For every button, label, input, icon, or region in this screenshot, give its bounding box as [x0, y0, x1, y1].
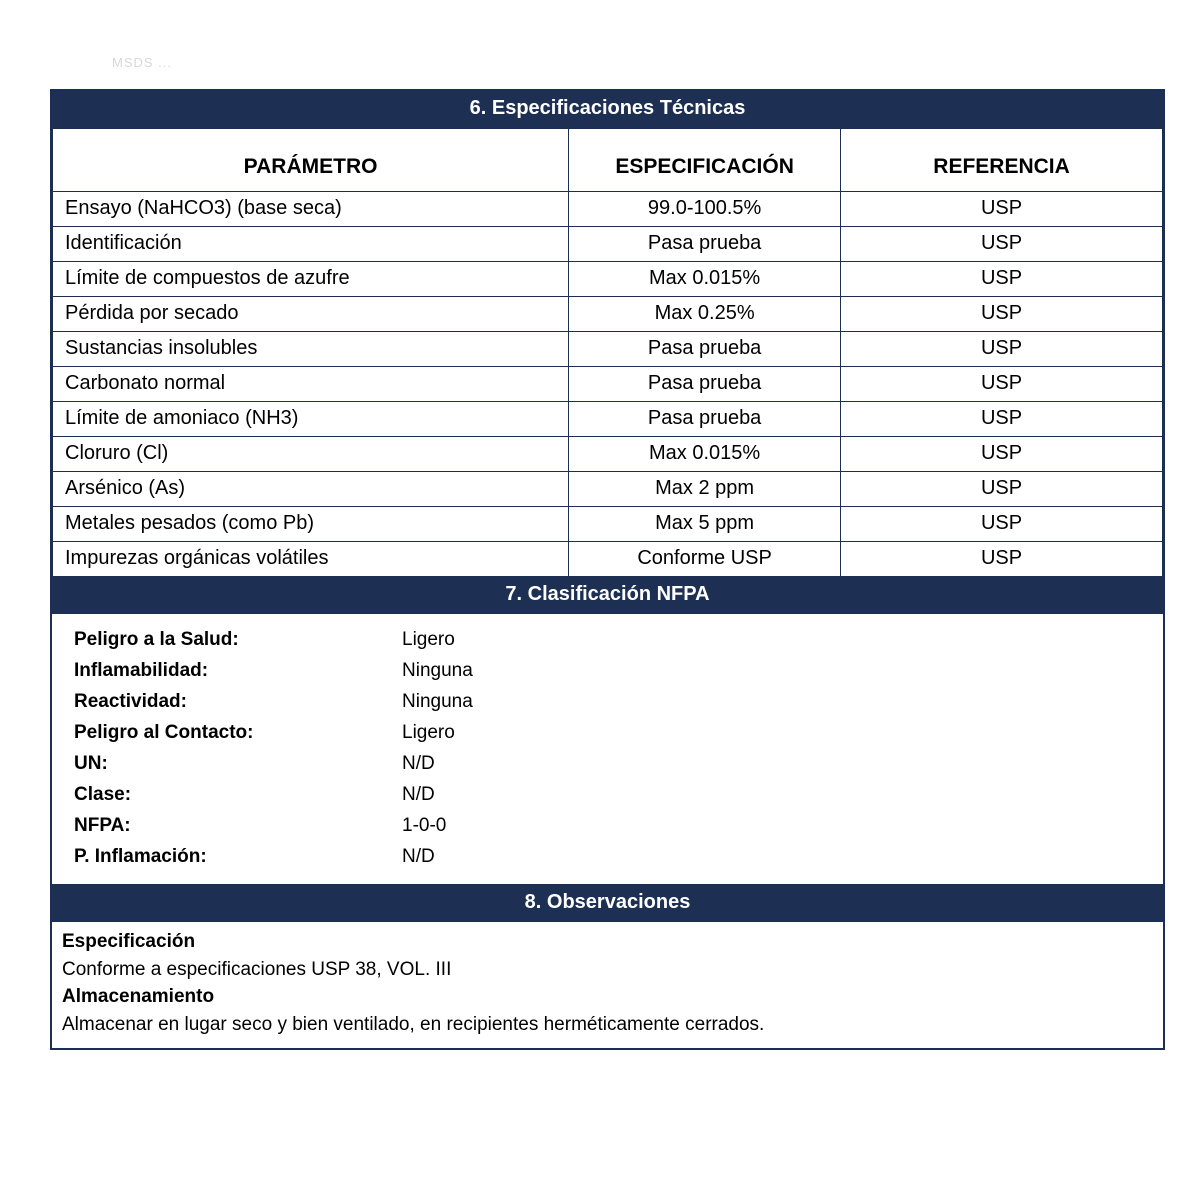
- cell-especificacion: Max 2 ppm: [569, 472, 841, 507]
- cell-especificacion: Max 0.015%: [569, 262, 841, 297]
- section-header-nfpa: 7. Clasificación NFPA: [52, 577, 1163, 614]
- nfpa-row: [52, 655, 1163, 686]
- observation-line: Especificación: [62, 931, 196, 952]
- nfpa-value: N/D: [402, 753, 435, 774]
- faint-watermark-text: MSDS ...: [112, 55, 173, 70]
- nfpa-label: Reactividad:: [74, 691, 187, 712]
- cell-especificacion: 99.0-100.5%: [569, 192, 841, 227]
- column-header-especificacion: ESPECIFICACIÓN: [569, 129, 841, 192]
- cell-referencia: USP: [841, 227, 1163, 262]
- specification-document: [50, 89, 1165, 1050]
- observations-block: [52, 922, 1163, 1048]
- nfpa-row: [52, 624, 1163, 655]
- table-row: [53, 227, 1163, 262]
- cell-especificacion: Max 5 ppm: [569, 507, 841, 542]
- cell-parametro: Cloruro (Cl): [53, 437, 569, 472]
- cell-especificacion: Pasa prueba: [569, 227, 841, 262]
- cell-referencia: USP: [841, 367, 1163, 402]
- nfpa-classification-block: [52, 614, 1163, 884]
- nfpa-row: [52, 748, 1163, 779]
- cell-referencia: USP: [841, 192, 1163, 227]
- section-header-specs: 6. Especificaciones Técnicas: [52, 91, 1163, 128]
- nfpa-value: Ninguna: [402, 660, 473, 681]
- nfpa-value: Ninguna: [402, 691, 473, 712]
- nfpa-label: Peligro a la Salud:: [74, 629, 239, 650]
- nfpa-value: 1-0-0: [402, 815, 447, 836]
- cell-parametro: Sustancias insolubles: [53, 332, 569, 367]
- table-row: [53, 542, 1163, 577]
- cell-referencia: USP: [841, 472, 1163, 507]
- nfpa-label: Peligro al Contacto:: [74, 722, 254, 743]
- nfpa-row: [52, 717, 1163, 748]
- nfpa-value: Ligero: [402, 722, 455, 743]
- cell-parametro: Carbonato normal: [53, 367, 569, 402]
- column-header-referencia: REFERENCIA: [841, 129, 1163, 192]
- table-row: [53, 297, 1163, 332]
- nfpa-label: Inflamabilidad:: [74, 660, 209, 681]
- nfpa-label: Clase:: [74, 784, 132, 805]
- nfpa-row: [52, 779, 1163, 810]
- cell-especificacion: Max 0.015%: [569, 437, 841, 472]
- nfpa-value: N/D: [402, 784, 435, 805]
- cell-parametro: Límite de amoniaco (NH3): [53, 402, 569, 437]
- cell-referencia: USP: [841, 402, 1163, 437]
- column-header-parametro: PARÁMETRO: [53, 129, 569, 192]
- nfpa-row: [52, 841, 1163, 872]
- observation-line: Conforme a especificaciones USP 38, VOL. III: [62, 958, 452, 980]
- cell-parametro: Identificación: [53, 227, 569, 262]
- table-row: [53, 192, 1163, 227]
- table-row: [53, 437, 1163, 472]
- cell-especificacion: Conforme USP: [569, 542, 841, 577]
- cell-parametro: Arsénico (As): [53, 472, 569, 507]
- section-header-observations: 8. Observaciones: [52, 884, 1163, 922]
- table-row: [53, 262, 1163, 297]
- table-row: [53, 332, 1163, 367]
- table-row: [53, 367, 1163, 402]
- cell-referencia: USP: [841, 437, 1163, 472]
- table-row: [53, 402, 1163, 437]
- cell-parametro: Impurezas orgánicas volátiles: [53, 542, 569, 577]
- nfpa-value: N/D: [402, 846, 435, 867]
- nfpa-value: Ligero: [402, 629, 455, 650]
- cell-referencia: USP: [841, 507, 1163, 542]
- cell-parametro: Límite de compuestos de azufre: [53, 262, 569, 297]
- technical-specifications-table: [52, 128, 1163, 577]
- nfpa-row: [52, 686, 1163, 717]
- nfpa-label: P. Inflamación:: [74, 846, 207, 867]
- observation-line: Almacenar en lugar seco y bien ventilado, en recipientes herméticamente cerrados.: [62, 1013, 765, 1035]
- observation-line: Almacenamiento: [62, 986, 215, 1008]
- cell-parametro: Metales pesados (como Pb): [53, 507, 569, 542]
- document-page: [50, 55, 1165, 1050]
- table-row: [53, 472, 1163, 507]
- cell-especificacion: Pasa prueba: [569, 367, 841, 402]
- cell-referencia: USP: [841, 262, 1163, 297]
- cell-especificacion: Pasa prueba: [569, 402, 841, 437]
- cell-referencia: USP: [841, 332, 1163, 367]
- nfpa-label: UN:: [74, 753, 108, 774]
- cell-especificacion: Pasa prueba: [569, 332, 841, 367]
- nfpa-row: [52, 810, 1163, 841]
- table-row: [53, 507, 1163, 542]
- cell-referencia: USP: [841, 297, 1163, 332]
- cell-referencia: USP: [841, 542, 1163, 577]
- cell-parametro: Ensayo (NaHCO3) (base seca): [53, 192, 569, 227]
- nfpa-label: NFPA:: [74, 815, 131, 836]
- cell-parametro: Pérdida por secado: [53, 297, 569, 332]
- table-header-row: [53, 129, 1163, 192]
- cell-especificacion: Max 0.25%: [569, 297, 841, 332]
